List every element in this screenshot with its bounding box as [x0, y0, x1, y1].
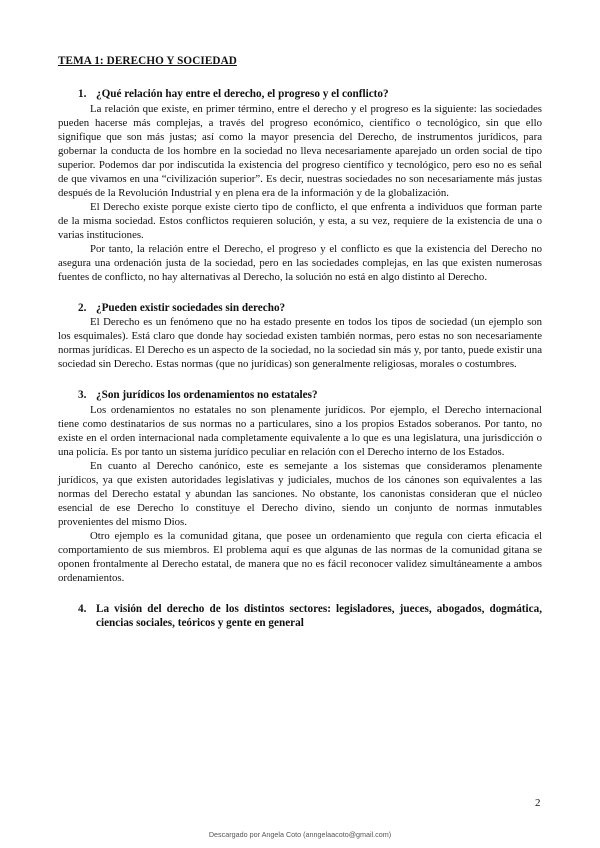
section-number: 2.: [78, 301, 87, 314]
section-1: [58, 87, 542, 284]
page-number: 2: [535, 797, 541, 809]
paragraph: El Derecho existe porque existe cierto tipo de conflicto, el que enfrenta a individuos que forman parte de la misma sociedad. Estos conflictos requieren solución, y esta, a su vez, requiere de la existencia de una o varias instituciones.: [58, 200, 542, 241]
paragraph: En cuanto al Derecho canónico, este es semejante a los sistemas que consideramos plenamente jurídicos, ya que existen autoridades legislativas y judiciales, muchos de los cánones son equivalentes a las normas del Derecho estatal y abundan las sanciones. No obstante, los canonistas consideran que el núcleo esencial de ese Derecho lo constituye el Derecho divino, siendo un conjunto de normas inmutables provenientes del mismo Dios.: [58, 459, 542, 528]
paragraph: La relación que existe, en primer término, entre el derecho y el progreso es la siguiente: las sociedades pueden hacerse más complejas, a través del progreso económico, científico o tecnológico, sin que ello signifique que son más justas; así como la mayor presencia del Derecho, de instrumentos jurídicos, para gobernar la conducta de los hombre en la sociedad no lleva necesariamente aparejado un orden social de tipo superior. Podemos dar por indiscutida la existencia del progreso científico y tecnológico, pero eso no es señal de que vivamos en una “civilización superior”. Es decir, nuestras sociedades no son necesariamente más justas después de la Revolución Industrial y en plena era de la información y de la globalización.: [58, 102, 542, 199]
section-heading-text: La visión del derecho de los distintos sectores: legisladores, jueces, abogados, dogmática, ciencias sociales, teóricos y gente en general: [96, 602, 542, 629]
section-heading-text: ¿Pueden existir sociedades sin derecho?: [96, 301, 286, 314]
section-number: 3.: [78, 389, 87, 401]
paragraph: Otro ejemplo es la comunidad gitana, que posee un ordenamiento que regula con cierta eficacia el comportamiento de sus miembros. El problema aquí es que algunas de las normas de la comunidad gitana se oponen frontalmente al Derecho estatal, de manera que no es fácil reconocer validez simultáneamente a ambos ordenamientos.: [58, 529, 542, 584]
section-4: [58, 602, 542, 631]
section-gap: [58, 284, 542, 301]
document-title: TEMA 1: DERECHO Y SOCIEDAD: [58, 55, 237, 67]
section-heading: [78, 388, 542, 403]
section-heading: [78, 87, 542, 102]
section-heading: [78, 301, 542, 316]
section-2: [58, 301, 542, 372]
section-heading: [78, 602, 542, 631]
paragraph: El Derecho es un fenómeno que no ha estado presente en todos los tipos de sociedad (un ejemplo son los esquimales). Está claro que donde hay sociedad existen también normas, pero estas no son necesariamente normas jurídicas. El Derecho es un aspecto de la sociedad, no la sociedad sin más y, por tanto, puede existir una sociedad sin Derecho. Estas normas (que no jurídicas) son generalmente religiosas, morales o costumbres.: [58, 316, 542, 370]
section-3: [58, 388, 542, 585]
section-heading-text: ¿Qué relación hay entre el derecho, el progreso y el conflicto?: [96, 88, 389, 100]
section-number: 4.: [78, 602, 87, 615]
paragraph: Los ordenamientos no estatales no son plenamente jurídicos. Por ejemplo, el Derecho internacional tiene como destinatarios de sus normas no a particulares, sino a los propios Estados soberanos. Por tanto, no existe en el orden internacional nada completamente equivalente a lo que es una legislatura, una jurisdicción o una policía. Es por tanto un sistema jurídico peculiar en relación con el Derecho interno de los Estados.: [58, 403, 542, 458]
section-gap: [58, 371, 542, 388]
download-footer: Descargado por Angela Coto (anngelaacoto@gmail.com): [208, 830, 392, 839]
section-gap: [58, 585, 542, 602]
section-heading-text: ¿Son jurídicos los ordenamientos no estatales?: [96, 389, 318, 401]
section-number: 1.: [78, 88, 87, 100]
document-body: [58, 87, 542, 631]
paragraph: Por tanto, la relación entre el Derecho, el progreso y el conflicto es que la existencia del Derecho no asegura una ordenación justa de la sociedad, pero en las sociedades complejas, en las que existen numerosas fuentes de conflicto, no hay alternativas al Derecho, la solución no está en algo distinto al Derecho.: [58, 242, 542, 283]
